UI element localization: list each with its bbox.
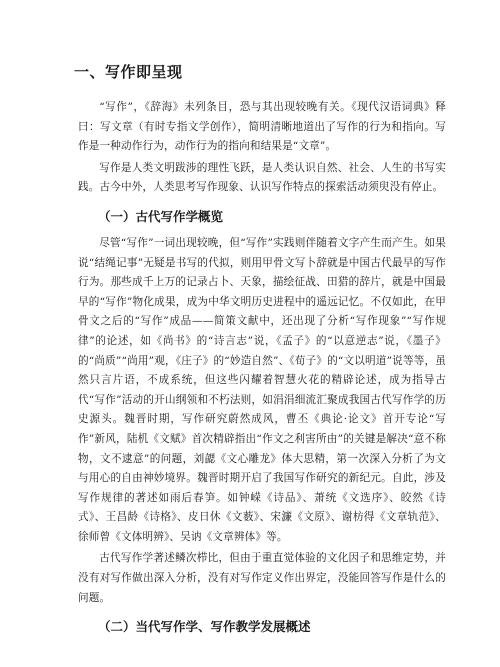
ancient-paragraph-2: 古代写作学著述鳞次栉比，但由于重直觉体验的文化因子和思维定势，并没有对写作做出深入分析，没有对写作定义作出界定，没能回答写作是什么的问题。 <box>78 552 446 604</box>
ancient-paragraph-1: 尽管“写作”一词出现较晚，但“写作”实践则伴随着文字产生而产生。如果说“结绳记事”无疑是书写的代拟，则用甲骨文写卜辞就是中国古代最早的写作行为。那些成千上万的记录占卜、天象，描绘征战、田猎的辞片，就是中国最早的“写作”物化成果，成为中华文明历史进程中的遥远记忆。不仅如此，在甲骨文之后的“写作”成品——简策文献中，还出现了分析“写作现象”“写作规律”的论述，如《尚书》的“诗言志”说，《孟子》的“以意逆志”说，《墨子》的“尚质”“尚用”观，《庄子》的“妙造自然”、《荀子》的“文以明道”说等等，虽然只言片语，不成系统，但这些闪耀着智慧火花的精辟论述，成为指导古代“写作”活动的开山纲领和不朽法则，如涓涓细流汇聚成我国古代写作学的历史源头。魏晋时期，写作研究蔚然成风，曹丕《典论·论文》首开专论“写作”新风，陆机《文赋》首次精辟指出“作文之利害所由”的关键是解决“意不称物，文不逮意”的问题，刘勰《文心雕龙》体大思精，第一次深入分析了为文与用心的自由神妙境界。魏晋时期开启了我国写作研究的新纪元。自此，涉及写作规律的著述如雨后春笋。如钟嵘《诗品》、萧统《文选序》、皎然《诗式》、王昌龄《诗格》、皮日休《文薮》、宋濂《文原》、谢枋得《文章轨范》、徐师曾《文体明辨》、吴讷《文章辨体》等。 <box>78 236 446 543</box>
intro-paragraph-1: “写作”，《辞海》未列条目，恐与其出现较晚有关。《现代汉语词典》释曰：写文章（有时专指文学创作），简明清晰地道出了写作的行为和指向。写作是一种动作行为，动作行为的指向和结果是“文章”。 <box>78 101 446 153</box>
section-heading: 一、写作即呈现 <box>74 63 183 81</box>
intro-paragraph-2: 写作是人类文明跋涉的理性飞跃，是人类认识自然、社会、人生的书写实践。古今中外，人类思考写作现象、认识写作特点的探索活动须臾没有停止。 <box>78 161 446 194</box>
subsection-heading-modern: （二）当代写作学、写作教学发展概述 <box>98 619 311 635</box>
subsection-heading-ancient: （一）古代写作学概览 <box>98 208 224 224</box>
